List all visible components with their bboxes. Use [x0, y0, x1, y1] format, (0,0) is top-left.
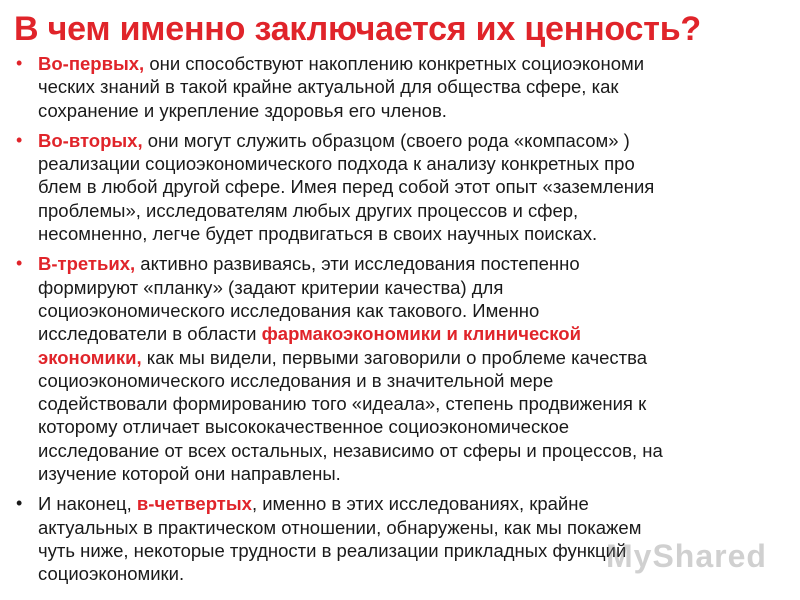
item-line: исследование от всех остальных, независимо от сферы и процессов, на	[38, 439, 663, 461]
item-lead: В-третьих,	[38, 253, 136, 275]
item-line: социоэкономического исследования как такового. Именно	[38, 299, 540, 321]
item-line: ческих знаний в такой крайне актуальной для общества сфере, как	[38, 76, 619, 98]
item-line: чуть ниже, некоторые трудности в реализации прикладных функций	[38, 539, 627, 561]
item-line: сохранение и укрепление здоровья его членов.	[38, 99, 447, 121]
item-line: В-третьих, активно развиваясь, эти исследования постепенно	[38, 253, 580, 275]
bullet-list	[0, 52, 800, 586]
watermark-logo: MyShared	[606, 538, 767, 574]
item-line: проблемы», исследователям любых других процессов и сфер,	[38, 199, 579, 221]
list-item	[0, 492, 800, 585]
item-line: социоэкономики.	[38, 563, 185, 585]
item-lead: в-четвертых	[136, 493, 252, 515]
item-lead: Во-первых,	[38, 53, 145, 74]
item-line: Во-первых, они способствуют накоплению конкретных социоэкономи	[38, 53, 645, 74]
list-item	[0, 52, 800, 122]
item-line: содействовали формированию того «идеала», степень продвижения к	[38, 393, 647, 415]
item-line: экономики, как мы видели, первыми заговорили о проблеме качества	[38, 346, 648, 368]
highlight-term: экономики,	[38, 346, 142, 368]
item-line: блем в любой другой сфере. Имея перед собой этот опыт «заземления	[38, 176, 655, 198]
slide-title: В чем именно заключается их ценность?	[14, 10, 701, 48]
item-line: исследователи в области фармакоэкономики и клинической	[38, 323, 581, 345]
item-line: И наконец, в-четвертых, именно в этих исследованиях, крайне	[38, 493, 589, 515]
item-line: реализации социоэкономического подхода к анализу конкретных про	[38, 153, 635, 175]
item-line: актуальных в практическом отношении, обнаружены, как мы покажем	[38, 516, 642, 538]
bullet-icon: •	[16, 53, 23, 73]
item-line: Во-вторых, они могут служить образцом (своего рода «компасом» )	[38, 129, 630, 151]
item-line: несомненно, легче будет продвигаться в своих научных поисках.	[38, 223, 598, 245]
item-line: формируют «планку» (задают критерии качества) для	[38, 276, 504, 298]
item-line: изучение которой они направлены.	[38, 463, 341, 485]
item-lead: Во-вторых,	[38, 129, 143, 151]
item-line: социоэкономического исследования и в значительной мере	[38, 369, 554, 391]
highlight-term: фармакоэкономики и клинической	[261, 323, 581, 345]
list-item	[0, 252, 800, 485]
item-line: которому отличает высококачественное социоэкономическое	[38, 416, 570, 438]
bullet-icon: •	[16, 129, 23, 150]
bullet-icon: •	[16, 493, 23, 514]
bullet-icon: •	[16, 253, 23, 274]
list-item	[0, 129, 800, 245]
